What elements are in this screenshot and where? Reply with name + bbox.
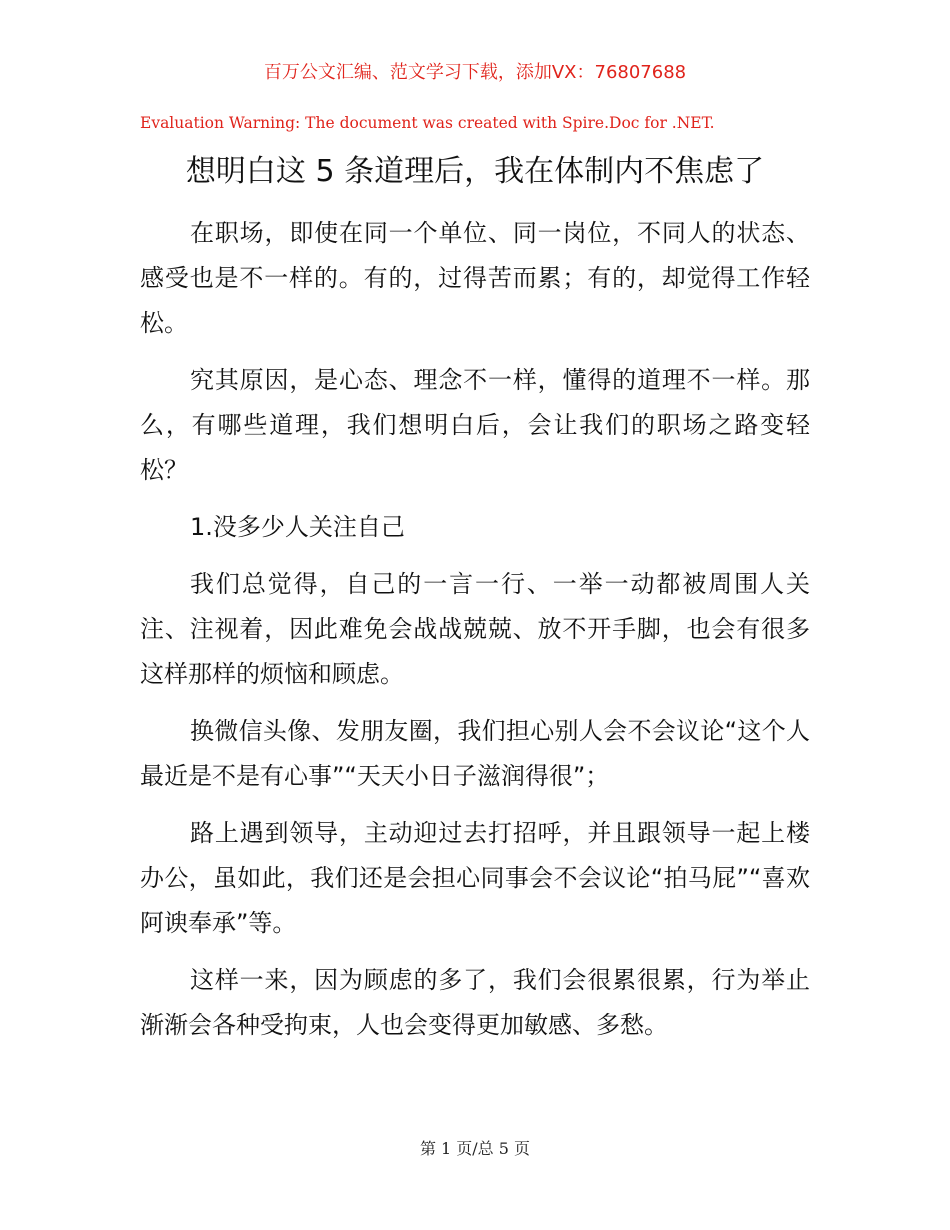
paragraph: 究其原因，是心态、理念不一样，懂得的道理不一样。那么，有哪些道理，我们想明白后，会让我们的职场之路变轻松？ bbox=[140, 366, 810, 484]
paragraph: 换微信头像、发朋友圈，我们担心别人会不会议论“这个人最近是不是有心事”“天天小日子滋润得很”； bbox=[140, 717, 810, 790]
section-heading: 1.没多少人关注自己 bbox=[190, 513, 405, 541]
paragraph: 我们总觉得，自己的一言一行、一举一动都被周围人关注、注视着，因此难免会战战兢兢、放不开手脚，也会有很多这样那样的烦恼和顾虑。 bbox=[140, 570, 810, 688]
paragraph: 路上遇到领导，主动迎过去打招呼，并且跟领导一起上楼办公，虽如此，我们还是会担心同事会不会议论“拍马屁”“喜欢阿谀奉承”等。 bbox=[140, 819, 810, 937]
document-body bbox=[140, 211, 810, 1060]
promo-banner: 百万公文汇编、范文学习下载，添加VX：76807688 bbox=[263, 62, 687, 83]
evaluation-warning: Evaluation Warning: The document was created with Spire.Doc for .NET. bbox=[140, 114, 715, 132]
paragraph: 在职场，即使在同一个单位、同一岗位，不同人的状态、感受也是不一样的。有的，过得苦而累；有的，却觉得工作轻松。 bbox=[140, 219, 810, 337]
document-title: 想明白这 5 条道理后，我在体制内不焦虑了 bbox=[185, 154, 765, 189]
page-indicator: 第 1 页/总 5 页 bbox=[419, 1139, 531, 1158]
paragraph: 这样一来，因为顾虑的多了，我们会很累很累，行为举止渐渐会各种受拘束，人也会变得更加敏感、多愁。 bbox=[140, 966, 810, 1039]
